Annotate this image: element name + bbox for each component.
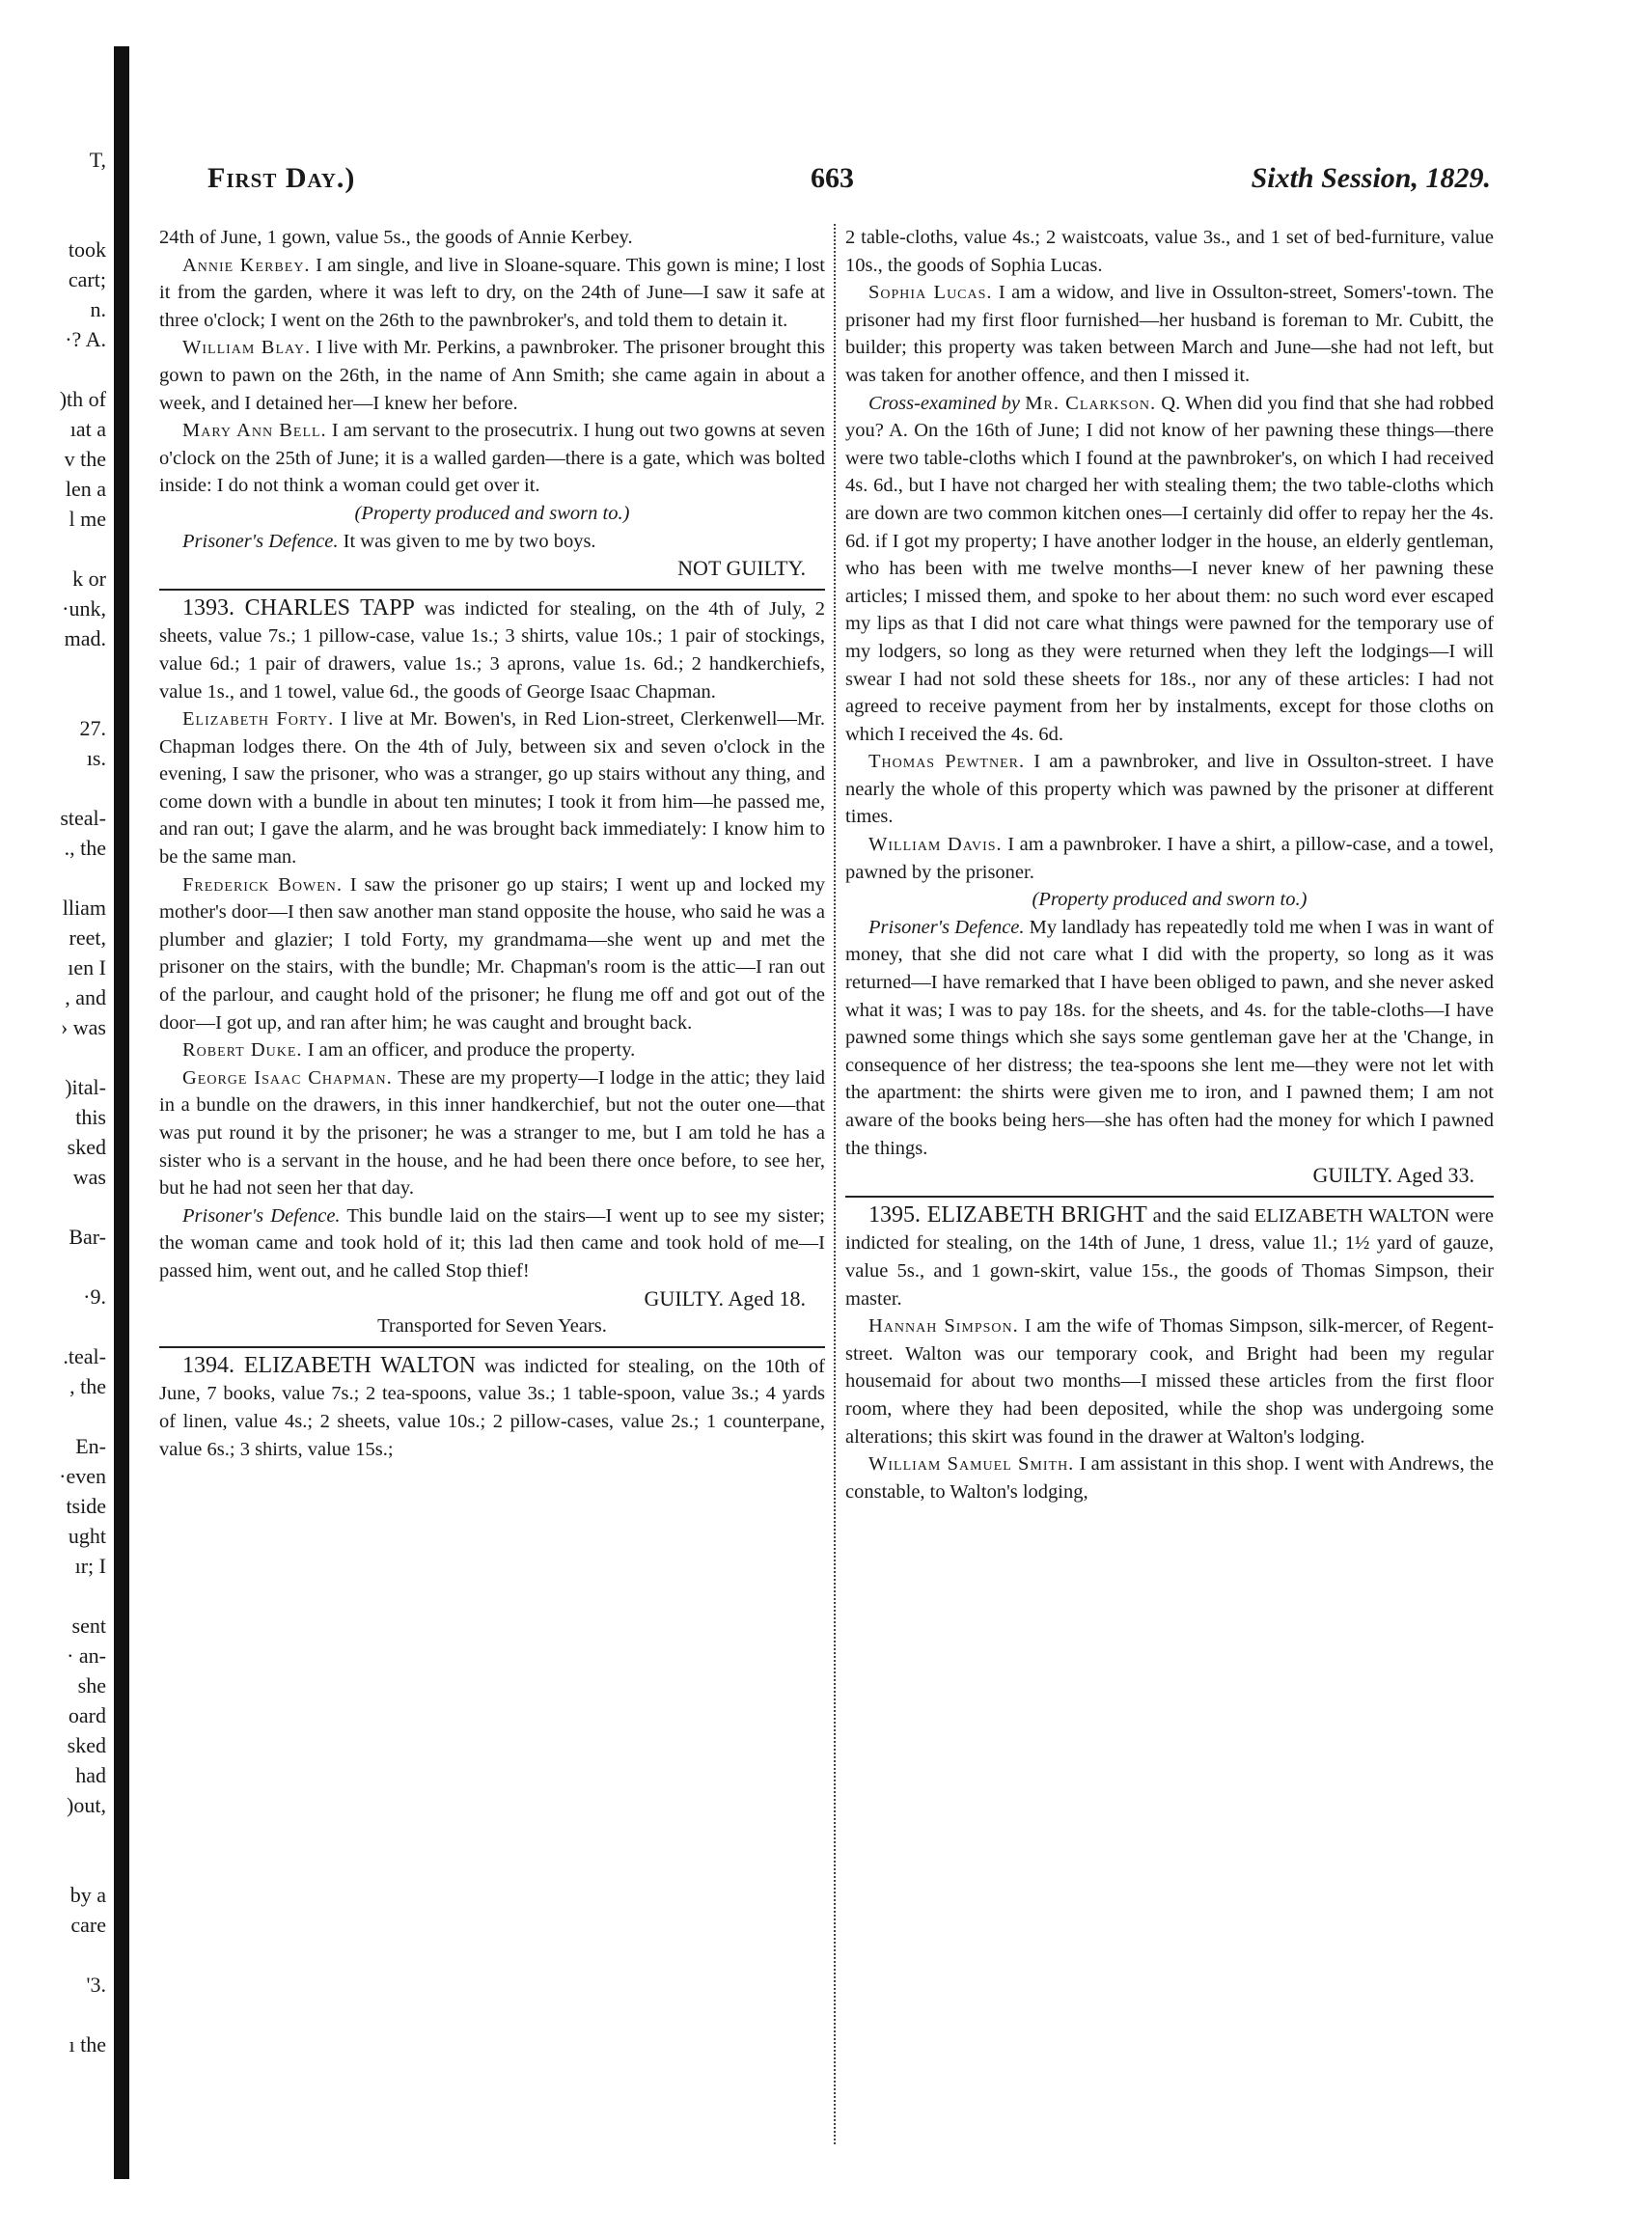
case-divider: [159, 589, 825, 591]
margin-fragment: oard: [68, 1703, 106, 1727]
case-1394: 1394. ELIZABETH WALTON was indicted for stealing, on the 10th of June, 7 books, value 7s.; 2 tea-spoons, value 3s.; 1 table-spoon, value 3s.; 4 yards of linen, value 4s.; 2 sheets, value 10s.; 2 pillow-cases, value 2s.; 1 counterpane, value 6s.; 3 shirts, value 15s.;: [159, 1352, 825, 1460]
margin-fragment: ught: [68, 1524, 106, 1548]
margin-fragment: [0, 863, 106, 893]
counsel-name: Mr. Clarkson.: [1025, 392, 1157, 414]
margin-fragment: , the: [69, 1374, 106, 1398]
margin-fragment: v the: [64, 447, 106, 471]
margin-fragment: En-: [75, 1434, 106, 1458]
margin-fragment: [0, 1820, 106, 1850]
testimony: Elizabeth Forty. I live at Mr. Bowen's, in Red Lion-street, Clerkenwell—Mr. Chapman lodges there. On the 4th of July, between six and seven o'clock in the evening, I saw the prisoner, who was a stranger, go up stairs without any thing, and come down with a bundle in about ten minutes; I took it from him—he passed me, and ran out; I gave the alarm, and he was brought back immediately: I know him to be the same man.: [159, 708, 825, 869]
verdict: NOT GUILTY.: [677, 556, 806, 581]
margin-fragment: [0, 1042, 106, 1072]
witness-name: Annie Kerbey.: [182, 254, 311, 276]
testimony: Hannah Simpson. I am the wife of Thomas Simpson, silk-mercer, of Regent-street. Walton was our temporary cook, and Bright had been my regular housemaid for about two months—I missed these articles from the first floor room, where they had been deposited, while the shop was undergoing some alterations; this skirt was found in the drawer at Walton's lodging.: [845, 1315, 1494, 1448]
margin-fragment: ·even: [59, 1464, 106, 1488]
margin-fragment: )out,: [67, 1793, 106, 1817]
case-title: 1395. ELIZABETH BRIGHT: [868, 1201, 1147, 1228]
margin-fragment: had: [75, 1763, 106, 1787]
witness-name: Mary Ann Bell.: [182, 420, 327, 442]
defence-label: Prisoner's Defence.: [182, 530, 339, 552]
testimony: Annie Kerbey. I am single, and live in Sloane-square. This gown is mine; I lost it from the garden, where it was left to dry, on the 24th of June—I saw it safe at three o'clock; I went on the 26th to the pawnbroker's, and told them to detain it.: [159, 254, 825, 331]
margin-fragment: sked: [67, 1135, 106, 1159]
margin-fragment: 27.: [79, 716, 106, 740]
witness-name: Thomas Pewtner.: [868, 751, 1026, 773]
testimony: Thomas Pewtner. I am a pawnbroker, and live in Ossulton-street. I have nearly the whole of this property which was pawned by the prisoner at different times.: [845, 751, 1494, 828]
margin-fragment: [0, 773, 106, 803]
sentence: Transported for Seven Years.: [377, 1315, 607, 1338]
witness-name: William Davis.: [868, 834, 1003, 856]
margin-fragment: [0, 1581, 106, 1611]
paragraph: 2 table-cloths, value 4s.; 2 waistcoats, value 3s., and 1 set of bed-furniture, value 10s., the goods of Sophia Lucas.: [845, 227, 1494, 276]
witness-name: Robert Duke.: [182, 1039, 303, 1062]
margin-fragment: '3.: [86, 1973, 106, 1997]
witness-name: Hannah Simpson.: [868, 1315, 1019, 1338]
case-title: 1393. CHARLES TAPP: [182, 594, 415, 621]
margin-fragment: [0, 175, 106, 205]
margin-fragment: [0, 205, 106, 235]
defence-label: Prisoner's Defence.: [182, 1204, 341, 1227]
cross-label: Cross-examined by: [868, 392, 1021, 414]
margin-fragment: was: [72, 1165, 106, 1189]
margin-fragment: ıen I: [68, 955, 106, 980]
margin-fragment: › was: [60, 1015, 106, 1039]
testimony: William Blay. I live with Mr. Perkins, a pawnbroker. The prisoner brought this gown to pawn on the 26th, in the name of Ann Smith; she came again in about a week, and I detained her—I knew her before.: [159, 337, 825, 414]
witness-name: Sophia Lucas.: [868, 282, 993, 304]
margin-fragment: , and: [65, 985, 106, 1009]
witness-name: William Blay.: [182, 337, 312, 359]
margin-fragment: took: [68, 237, 106, 262]
margin-fragment: ıs.: [86, 746, 106, 770]
running-head-left: First Day.): [207, 162, 356, 194]
testimony: Mary Ann Bell. I am servant to the prosecutrix. I hung out two gowns at seven o'clock on the 25th of June; it is a walled garden—there is a gate, which was bolted inside: I do not think a woman could get over it.: [159, 420, 825, 497]
testimony: Robert Duke. I am an officer, and produce the property.: [182, 1039, 636, 1062]
margin-fragment: [0, 1850, 106, 1880]
verdict: GUILTY. Aged 33.: [1312, 1163, 1474, 1188]
left-column: [159, 224, 825, 2202]
defence: Prisoner's Defence. This bundle laid on the stairs—I went up to see my sister; the woman came and took hold of it; this lad then came and took hold of me—I passed him, went out, and he called Stop thief!: [159, 1204, 825, 1282]
witness-name: Elizabeth Forty.: [182, 708, 335, 731]
defence: Prisoner's Defence. My landlady has repeatedly told me when I was in want of money, that she did not care what I did with the property, so long as it was returned—I have remarked that I have been obliged to pawn, and she never asked what it was; I was to pay 18s. for the sheets, and 4s. for the table-cloths—I have pawned some things which she says some gentleman gave her at the 'Change, in consequence of her distress; the tea-spoons she lent me—they were not let with the apartment: the shirts were given me to iron, and I pawned them; I am not aware of the books being hers—she has often had the money for which I pawned the things.: [845, 916, 1494, 1159]
margin-fragment: steal-: [60, 806, 106, 830]
margin-fragment: [0, 2000, 106, 2029]
cross-examination: Cross-examined by Mr. Clarkson. Q. When did you find that she had robbed you? A. On the 16th of June; I did not know of her pawning these things—there were two table-cloths which I found at the pawnbroker's, on which I had received 4s. 6d., but I have not charged her with stealing them; the two table-cloths which are down are two common kitchen ones—I certainly did offer to repay her the 4s. 6d. if I got my property; I have another lodger in the house, an elderly gentleman, who has been with me twelve months—I never knew of her pawning these articles; I missed them, and spoke to her about them: no such word ever escaped my lips as that I did not care what things were pawned for the temporary use of my lodgers, so long as they were returned when they left the lodgings—I will swear I had not sold these sheets for 18s., nor any of these articles: I had not agreed to receive payment from her by instalments, except for those cloths on which I received the 4s. 6d.: [845, 392, 1494, 745]
margin-fragment: [0, 354, 106, 384]
margin-fragment: ·9.: [83, 1284, 106, 1309]
margin-fragment: sked: [67, 1733, 106, 1757]
margin-fragment: n.: [90, 297, 106, 321]
margin-fragment: ·unk,: [62, 596, 106, 621]
margin-fragment: care: [70, 1913, 106, 1937]
margin-fragment: [0, 1311, 106, 1341]
margin-fragment: [0, 1940, 106, 1970]
margin-fragment: [0, 534, 106, 564]
case-1393: 1393. CHARLES TAPP was indicted for stealing, on the 4th of July, 2 sheets, value 7s.; 1 pillow-case, value 1s.; 3 shirts, value 10s.; 1 pair of stockings, value 6d.; 1 pair of drawers, value 1s.; 3 aprons, value 1s. 6d.; 2 handkerchiefs, value 1s., and 1 towel, value 6d., the goods of George Isaac Chapman.: [159, 594, 825, 703]
margin-fragment: T,: [89, 148, 106, 172]
stage-note: (Property produced and sworn to.): [1032, 889, 1308, 911]
page-header: [207, 162, 1491, 205]
margin-fragment: len a: [65, 477, 106, 501]
margin-fragment: [0, 653, 106, 683]
margin-fragment: Bar-: [69, 1225, 106, 1249]
verdict: GUILTY. Aged 18.: [644, 1285, 806, 1311]
testimony: William Davis. I am a pawnbroker. I have a shirt, a pillow-case, and a towel, pawned by the prisoner.: [845, 834, 1494, 883]
margin-fragment: ·? A.: [65, 327, 106, 351]
witness-name: George Isaac Chapman.: [182, 1066, 393, 1089]
margin-fragment: ıat a: [69, 417, 106, 441]
margin-fragment: )th of: [59, 387, 106, 411]
column-divider: [834, 224, 836, 2144]
case-divider: [845, 1196, 1494, 1198]
testimony: George Isaac Chapman. These are my property—I lodge in the attic; they laid in a bundle on the drawers, in this inner handkerchief, but not the outer one—that was put round it by the prisoner; he was a stranger to me, but I am told he has a sister who is a servant in the house, and he had been there once before, to see her, but he had not seen her that day.: [159, 1066, 825, 1200]
witness-name: William Samuel Smith.: [868, 1453, 1075, 1476]
margin-fragment: .teal-: [63, 1344, 106, 1368]
defence-label: Prisoner's Defence.: [868, 916, 1025, 938]
margin-fragment: lliam: [62, 896, 106, 920]
margin-fragment: she: [77, 1673, 106, 1698]
margin-fragment: by a: [69, 1883, 106, 1907]
margin-fragment: k or: [72, 566, 106, 591]
margin-fragment: · an-: [67, 1643, 106, 1668]
running-head-right: Sixth Session, 1829.: [1251, 162, 1491, 194]
margin-fragment: [0, 1192, 106, 1222]
margin-fragment: tside: [66, 1494, 106, 1518]
right-column: [845, 224, 1494, 2202]
margin-fragment: cart;: [68, 267, 106, 291]
page-number: 663: [811, 162, 854, 194]
testimony: William Samuel Smith. I am assistant in this shop. I went with Andrews, the constable, to Walton's lodging,: [845, 1453, 1494, 1503]
testimony: Sophia Lucas. I am a widow, and live in Ossulton-street, Somers'-town. The prisoner had my first floor furnished—her husband is foreman to Mr. Cubitt, the builder; this property was taken between March and June—she had not left, but was taken for another offence, and then I missed it.: [845, 282, 1494, 386]
case-divider: [159, 1346, 825, 1348]
defence: Prisoner's Defence. It was given to me by two boys.: [182, 530, 596, 552]
margin-fragment: sent: [71, 1614, 106, 1638]
margin-fragment: ., the: [64, 836, 106, 860]
margin-fragment: ır; I: [74, 1554, 106, 1578]
margin-fragment: reet,: [69, 925, 106, 950]
witness-name: Frederick Bowen.: [182, 873, 343, 896]
testimony: Frederick Bowen. I saw the prisoner go up stairs; I went up and locked my mother's door—I then saw another man stand opposite the house, who said he was a plumber and glazier; I told Forty, my grandmama—she went up and met the prisoner on the stairs, with the bundle; Mr. Chapman's room is the attic—I ran out of the parlour, and caught hold of the prisoner; he flung me off and got out of the door—I got up, and ran after him; he was caught and brought back.: [159, 873, 825, 1034]
case-1395: 1395. ELIZABETH BRIGHT and the said ELIZABETH WALTON were indicted for stealing, on the 14th of June, 1 dress, value 1l.; 1½ yard of gauze, value 5s., and 1 gown-skirt, value 15s., the goods of Thomas Simpson, their master.: [845, 1201, 1494, 1310]
margin-fragment: l me: [69, 507, 106, 531]
margin-fragment: [0, 1252, 106, 1282]
case-title: 1394. ELIZABETH WALTON: [182, 1352, 477, 1378]
margin-fragment: [0, 683, 106, 713]
binding-gutter: [114, 46, 129, 2179]
facing-page-margin: [0, 145, 106, 2220]
margin-fragment: mad.: [64, 626, 106, 650]
margin-fragment: ı the: [69, 2032, 106, 2057]
paragraph: 24th of June, 1 gown, value 5s., the goods of Annie Kerbey.: [159, 227, 633, 248]
margin-fragment: this: [75, 1105, 106, 1129]
margin-fragment: )ital-: [65, 1075, 106, 1099]
stage-note: (Property produced and sworn to.): [354, 502, 630, 524]
margin-fragment: [0, 1401, 106, 1431]
